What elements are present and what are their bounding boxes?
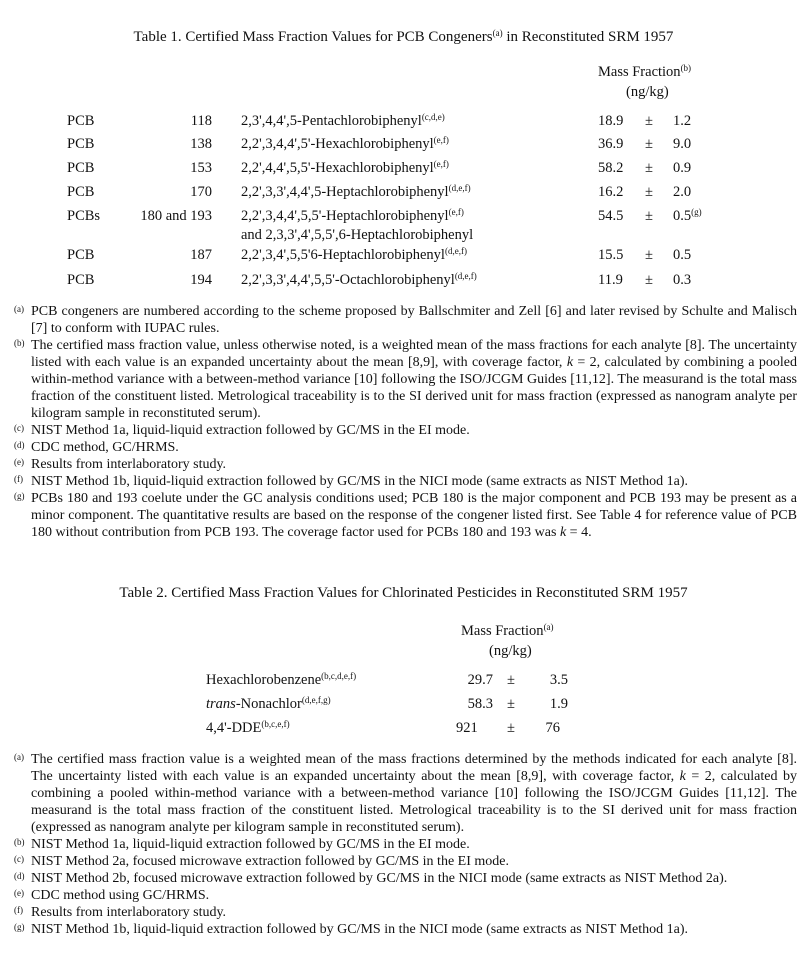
table1-title-suffix: in Reconstituted SRM 1957 bbox=[502, 29, 674, 45]
footnote-text: PCB congeners are numbered according to the scheme proposed by Ballschmiter and Zell [6] and later revised by Schulte and Malisch [7] to conform with IUPAC rules. bbox=[31, 304, 797, 336]
footnote bbox=[14, 751, 797, 836]
header-mark: (b) bbox=[680, 63, 692, 73]
uncertainty-mark: (g) bbox=[691, 207, 702, 217]
table2-header-mass-fraction bbox=[461, 623, 554, 640]
name-text: 4,4'-DDE bbox=[206, 720, 262, 736]
mass-fraction-value: 16.2 bbox=[598, 184, 624, 200]
name-text: 2,2',3,4',5,5'6-Heptachlorobiphenyl bbox=[241, 247, 445, 263]
plus-minus: ± bbox=[645, 136, 653, 152]
footnote bbox=[14, 337, 797, 422]
mass-fraction-value: 18.9 bbox=[598, 113, 624, 129]
congener-number: 170 bbox=[190, 184, 212, 200]
uncertainty-value: 2.0 bbox=[673, 184, 692, 200]
congener-type: PCB bbox=[67, 160, 95, 176]
name-prefix: trans bbox=[206, 696, 236, 712]
congener-number: 153 bbox=[190, 160, 212, 176]
mass-fraction-value: 58.3 bbox=[467, 696, 493, 712]
congener-number: 194 bbox=[190, 272, 212, 288]
header-label: Mass Fraction bbox=[461, 623, 544, 639]
name-marks: (c,d,e) bbox=[421, 112, 445, 122]
table1-header-unit: (ng/kg) bbox=[626, 84, 669, 100]
uncertainty bbox=[673, 247, 691, 264]
mass-fraction-value: 11.9 bbox=[598, 272, 623, 288]
footnote-mark: (g) bbox=[14, 922, 25, 932]
congener-type: PCB bbox=[67, 113, 95, 129]
congener-name bbox=[241, 113, 445, 130]
congener-type: PCB bbox=[67, 272, 95, 288]
footnote-text: NIST Method 1a, liquid-liquid extraction followed by GC/MS in the EI mode. bbox=[31, 423, 470, 438]
congener-type: PCBs bbox=[67, 208, 101, 224]
footnote-text: NIST Method 1a, liquid-liquid extraction followed by GC/MS in the EI mode. bbox=[31, 837, 470, 852]
congener-name-2: and 2,3,3',4',5,5',6-Heptachlorobiphenyl bbox=[241, 227, 474, 243]
header-label: Mass Fraction bbox=[598, 64, 681, 80]
pesticide-name bbox=[206, 720, 290, 737]
name-text: 2,2',3,4,4',5,5'-Heptachlorobiphenyl bbox=[241, 208, 449, 224]
footnote bbox=[14, 422, 797, 439]
footnote-mark: (c) bbox=[14, 854, 24, 864]
mass-fraction-value: 921 bbox=[456, 720, 478, 736]
footnote-text: Results from interlaboratory study. bbox=[31, 457, 227, 472]
footnote-text: PCBs 180 and 193 coelute under the GC analysis conditions used; PCB 180 is the major component and PCB 193 may be present as a minor component. The quantitative results are based on the response of the congener listed first. See Table 4 for reference value of PCB 180 without contribution from PCB 193. The coverage factor used for PCBs 180 and 193 was bbox=[31, 491, 797, 540]
congener-number: 180 and 193 bbox=[140, 208, 212, 224]
footnote-text: NIST Method 2a, focused microwave extraction followed by GC/MS in the EI mode. bbox=[31, 854, 509, 869]
table1-header-mass-fraction bbox=[598, 64, 691, 81]
congener-name bbox=[241, 160, 449, 177]
name-marks: (d,e,f) bbox=[444, 246, 467, 256]
footnote bbox=[14, 921, 797, 938]
uncertainty-value: 0.5 bbox=[673, 247, 692, 263]
uncertainty: 3.5 bbox=[549, 672, 568, 688]
congener-name bbox=[241, 184, 471, 201]
uncertainty-value: 9.0 bbox=[673, 136, 692, 152]
footnote bbox=[14, 853, 797, 870]
uncertainty: 1.9 bbox=[549, 696, 568, 712]
footnote bbox=[14, 473, 797, 490]
congener-number: 138 bbox=[190, 136, 212, 152]
congener-name bbox=[241, 208, 464, 225]
footnote-mark: (c) bbox=[14, 423, 24, 433]
uncertainty bbox=[673, 208, 702, 225]
congener-number: 118 bbox=[190, 113, 212, 129]
congener-number: 187 bbox=[190, 247, 212, 263]
footnote-mark: (b) bbox=[14, 837, 25, 847]
footnote-mark: (e) bbox=[14, 457, 24, 467]
footnote-mark: (a) bbox=[14, 304, 24, 314]
uncertainty-value: 0.3 bbox=[673, 272, 692, 288]
name-text: 2,2',3,3',4,4',5-Heptachlorobiphenyl bbox=[241, 184, 449, 200]
footnote bbox=[14, 490, 797, 541]
footnote-text: CDC method, GC/HRMS. bbox=[31, 440, 179, 455]
name-text: 2,2',3,4,4',5'-Hexachlorobiphenyl bbox=[241, 136, 434, 152]
table1-title-mark: (a) bbox=[492, 28, 503, 38]
name-text: 2,2',4,4',5,5'-Hexachlorobiphenyl bbox=[241, 160, 434, 176]
congener-name bbox=[241, 136, 449, 153]
pesticide-name bbox=[206, 696, 331, 713]
footnote-text: The certified mass fraction value is a weighted mean of the mass fractions determined by the methods indicated for each analyte [8]. The uncertainty listed with each value is an expanded uncertainty about the mean [8,9], with coverage factor, bbox=[31, 752, 797, 784]
mass-fraction-value: 58.2 bbox=[598, 160, 624, 176]
plus-minus: ± bbox=[507, 672, 515, 688]
footnote-text: NIST Method 1b, liquid-liquid extraction followed by GC/MS in the NICI mode (same extracts as NIST Method 1a). bbox=[31, 922, 688, 937]
footnote-text: = 2, calculated by combining a pooled within-method variance with a between-method variance [10] following the ISO/JCGM Guides [11,12]. The measurand is the total mass fraction of the constituent listed. Metrological traceability is to the SI derived unit for mass fraction (expressed as nanogram analyte per kilogram sample in reconstituted serum). bbox=[31, 769, 798, 835]
congener-type: PCB bbox=[67, 136, 95, 152]
footnote-text: k bbox=[679, 769, 686, 784]
footnote bbox=[14, 836, 797, 853]
footnote-mark: (f) bbox=[14, 474, 23, 484]
congener-name bbox=[241, 272, 477, 289]
footnote-text: CDC method using GC/HRMS. bbox=[31, 888, 210, 903]
name-marks: (e,f) bbox=[448, 207, 464, 217]
congener-type: PCB bbox=[67, 184, 95, 200]
table1-footnotes bbox=[14, 303, 797, 541]
footnote-text: Results from interlaboratory study. bbox=[31, 905, 227, 920]
footnote bbox=[14, 439, 797, 456]
footnote-mark: (e) bbox=[14, 888, 24, 898]
footnote-mark: (g) bbox=[14, 491, 25, 501]
name-marks: (d,e,f) bbox=[448, 183, 471, 193]
plus-minus: ± bbox=[645, 184, 653, 200]
plus-minus: ± bbox=[507, 720, 515, 736]
name-text: -Nonachlor bbox=[235, 696, 302, 712]
table1-title bbox=[0, 29, 807, 46]
name-marks: (b,c,d,e,f) bbox=[321, 671, 357, 681]
footnote-mark: (d) bbox=[14, 440, 25, 450]
name-marks: (b,c,e,f) bbox=[261, 719, 290, 729]
plus-minus: ± bbox=[645, 272, 653, 288]
name-marks: (d,e,f,g) bbox=[301, 695, 331, 705]
footnote bbox=[14, 887, 797, 904]
plus-minus: ± bbox=[645, 160, 653, 176]
uncertainty bbox=[673, 136, 691, 153]
uncertainty bbox=[673, 160, 691, 177]
footnote bbox=[14, 870, 797, 887]
plus-minus: ± bbox=[507, 696, 515, 712]
header-mark: (a) bbox=[543, 622, 554, 632]
uncertainty-value: 0.5 bbox=[673, 208, 692, 224]
name-text: 2,2',3,3',4,4',5,5'-Octachlorobiphenyl bbox=[241, 272, 455, 288]
table1-title-text: Table 1. Certified Mass Fraction Values for PCB Congeners bbox=[133, 29, 493, 45]
congener-type: PCB bbox=[67, 247, 95, 263]
name-marks: (e,f) bbox=[433, 135, 449, 145]
footnote-mark: (d) bbox=[14, 871, 25, 881]
footnote-text: k bbox=[566, 355, 574, 370]
plus-minus: ± bbox=[645, 113, 653, 129]
table2-header-unit: (ng/kg) bbox=[489, 643, 532, 659]
footnote-text: NIST Method 1b, liquid-liquid extraction followed by GC/MS in the NICI mode (same extracts as NIST Method 1a). bbox=[31, 474, 688, 489]
plus-minus: ± bbox=[645, 247, 653, 263]
mass-fraction-value: 15.5 bbox=[598, 247, 624, 263]
name-marks: (d,e,f) bbox=[454, 271, 477, 281]
footnote-mark: (b) bbox=[14, 338, 25, 348]
footnote bbox=[14, 456, 797, 473]
footnote-mark: (a) bbox=[14, 752, 24, 762]
name-text: Hexachlorobenzene bbox=[206, 672, 322, 688]
footnote bbox=[14, 303, 797, 337]
footnote-text: NIST Method 2b, focused microwave extraction followed by GC/MS in the NICI mode (same extracts as NIST Method 2a). bbox=[31, 871, 728, 886]
uncertainty-value: 1.2 bbox=[673, 113, 692, 129]
uncertainty bbox=[673, 184, 691, 201]
footnote-mark: (f) bbox=[14, 905, 23, 915]
footnote-text: The certified mass fraction value, unless otherwise noted, is a weighted mean of the mass fractions for each analyte [8]. The uncertainty listed with each value is an expanded uncertainty about the mean [8,9], with coverage factor, bbox=[31, 338, 797, 370]
name-marks: (e,f) bbox=[433, 159, 449, 169]
footnote-text: = 4. bbox=[566, 525, 592, 540]
uncertainty: 76 bbox=[545, 720, 560, 736]
footnote-text: = 2, calculated by combining a pooled within-method variance with a between-method variance [10] following the ISO/JCGM Guides [11,12]. The measurand is the total mass fraction of the constituent listed. Metrological traceability is to the SI derived unit for mass fraction (expressed as nanogram analyte per kilogram sample in reconstituted serum). bbox=[31, 355, 797, 421]
name-text: 2,3',4,4',5-Pentachlorobiphenyl bbox=[241, 113, 422, 129]
congener-name bbox=[241, 247, 467, 264]
plus-minus: ± bbox=[645, 208, 653, 224]
mass-fraction-value: 54.5 bbox=[598, 208, 624, 224]
mass-fraction-value: 29.7 bbox=[467, 672, 493, 688]
uncertainty bbox=[673, 272, 691, 289]
pesticide-name bbox=[206, 672, 356, 689]
table2-title: Table 2. Certified Mass Fraction Values for Chlorinated Pesticides in Reconstituted SRM 1957 bbox=[119, 585, 688, 601]
uncertainty-value: 0.9 bbox=[673, 160, 692, 176]
uncertainty bbox=[673, 113, 691, 130]
footnote-text: k bbox=[559, 525, 567, 540]
mass-fraction-value: 36.9 bbox=[598, 136, 624, 152]
footnote bbox=[14, 904, 797, 921]
table2-footnotes bbox=[14, 751, 797, 938]
